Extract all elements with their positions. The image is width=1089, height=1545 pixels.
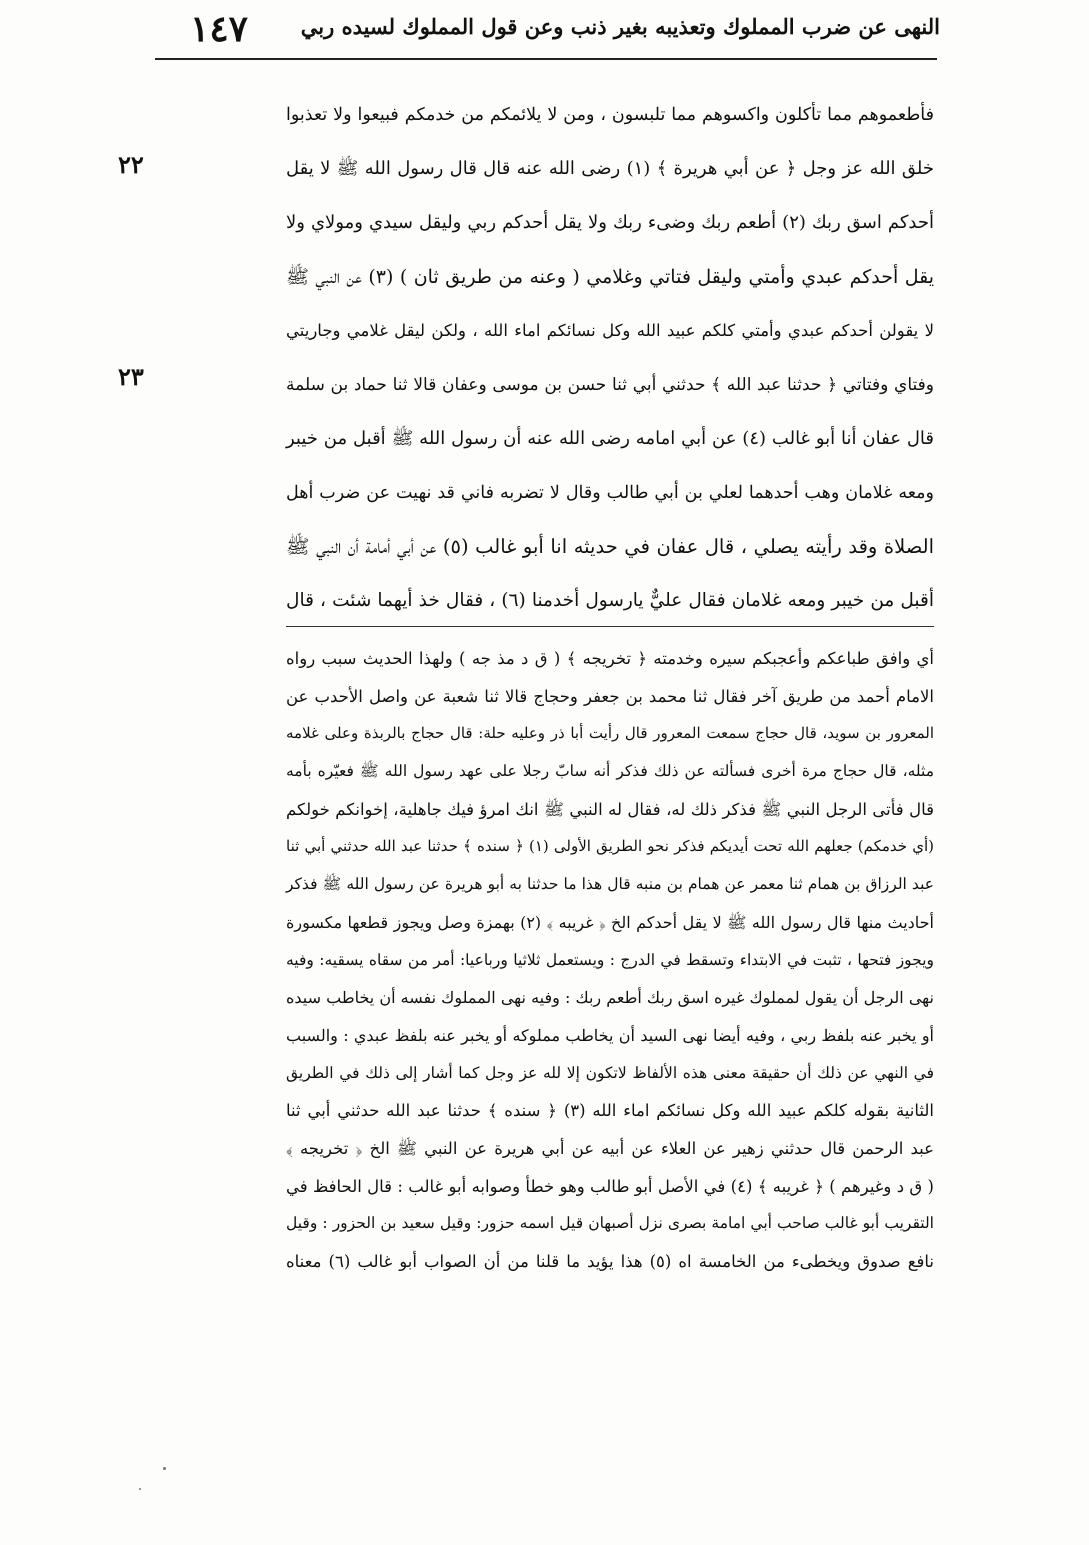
text-line: ومعه غلامان وهب أحدهما لعلي بن أبي طالب وقال لا تضربه فاني قد نهيت عن ضرب أهل — [286, 483, 934, 503]
footnote-line: مثله، قال حجاج مرة أخرى فسألته عن ذلك فذكر أنه سابّ رجلا على عهد رسول الله ﷺ فعيّره بأمه — [286, 762, 934, 781]
text-line: فأطعموهم مما تأكلون واكسوهم مما تلبسون ، ومن لا يلائمكم من خدمكم فبيعوا ولا تعذبوا — [286, 105, 934, 125]
header-rule — [155, 58, 937, 60]
text-line: أحدكم اسق ربك (٢) أطعم ربك وضىء ربك ولا يقل أحدكم ربي وليقل سيدي ومولاي ولا — [286, 212, 934, 233]
footnote-line: الثانية بقوله كلكم عبيد الله وكل نسائكم اماء الله (٣) ﴿ سنده ﴾ حدثنا عبد الله حدثني أبي ثنا — [286, 1101, 934, 1121]
footnote-line: الامام أحمد من طريق آخر فقال ثنا محمد بن جعفر وحجاج قالا ثنا شعبة عن واصل الأحدب عن — [286, 686, 934, 706]
footnotes — [286, 640, 934, 1281]
footnote-line: أي وافق طباعكم وأعجبكم سيره وخدمته ﴿ تخريجه ﴾ ( ق د مذ جه ) ولهذا الحديث سبب رواه — [286, 649, 934, 668]
footnote-line: ( ق د وغيرهم ) ﴿ غريبه ﴾ (٤) في الأصل أبو طالب وهو خطأ وصوابه أبو غالب : قال الحافظ في — [286, 1176, 934, 1196]
margin-hadith-number: ٢٢ — [118, 150, 144, 179]
text-line: وفتاي وفتاتي ﴿ حدثنا عبد الله ﴾ حدثني أبي ثنا حسن بن موسى وعفان قالا ثنا حماد بن سلمة — [286, 375, 934, 395]
footnote-line: نهى الرجل أن يقول لمملوك غيره اسق ربك أطعم ربك : وفيه نهى المملوك نفسه أن يخاطب سيده — [286, 988, 934, 1008]
footnote-line: أحاديث منها قال رسول الله ﷺ لا يقل أحدكم الخ ﴿ غريبه ﴾ (٢) بهمزة وصل ويجوز قطعها مكسورة — [286, 912, 935, 932]
text-line: قال عفان أنا أبو غالب (٤) عن أبي امامه رضى الله عنه أن رسول الله ﷺ أقبل من خيبر — [286, 428, 934, 449]
footnote-line: عبد الرزاق بن همام ثنا معمر عن همام بن منبه قال هذا ما حدثنا به أبو هريرة عن رسول الله ﷺ فذكر — [286, 875, 934, 894]
footnote-line: المعرور بن سويد، قال حجاج سمعت المعرور قال رأيت أبا ذر وعليه حلة: قال حجاج بالربذة وعلى غلامه — [286, 724, 934, 743]
scan-speck — [163, 1467, 166, 1470]
page-header — [150, 8, 940, 52]
footnote-line: في النهي عن ذلك أن حقيقة معنى هذه الألفاظ لاتكون إلا لله عز وجل كما أشار إلى ذلك في الطريق — [286, 1063, 934, 1082]
footnote-line: ويجوز فتحها ، تثبت في الابتداء وتسقط في الدرج : ويستعمل ثلاثيا ورباعيا: أمر من سقاه يسقيه: وفيه — [286, 950, 934, 969]
page-number: ١٤٧ — [190, 8, 249, 50]
footnote-rule — [286, 626, 934, 627]
footnote-line: نافع صدوق ويخطىء من الخامسة اه (٥) هذا يؤيد ما قلنا من أن الصواب أبو غالب (٦) معناه — [286, 1252, 935, 1271]
footnote-line: التقريب أبو غالب صاحب أبي امامة بصرى نزل أصبهان قيل اسمه حزور: وقيل سعيد بن الحزور : وقيل — [286, 1214, 934, 1233]
footnote-line: (أي خدمكم) جعلهم الله تحت أيديكم فذكر نحو الطريق الأولى (١) ﴿ سنده ﴾ حدثنا عبد الله حدثني أبي ثنا — [286, 837, 934, 856]
footnote-line: قال فأتى الرجل النبي ﷺ فذكر ذلك له، فقال له النبي ﷺ انك امرؤ فيك جاهلية، إخوانكم خولكم — [286, 799, 934, 819]
running-title: النهى عن ضرب المملوك وتعذيبه بغير ذنب وعن قول المملوك لسيده ربي — [300, 14, 940, 39]
text-line: أقبل من خيبر ومعه غلامان فقال عليٌّ يارسول أخدمنا (٦) ، فقال خذ أيهما شئت ، قال — [286, 590, 934, 611]
text-line: الصلاة وقد رأيته يصلي ، قال عفان في حديثه انا أبو غالب (٥) عن أبي أمامة أن النبي ﷺ — [286, 535, 934, 558]
main-text — [286, 88, 934, 628]
text-line: خلق الله عز وجل ﴿ عن أبي هريرة ﴾ (١) رضى الله عنه قال قال رسول الله ﷺ لا يقل — [286, 158, 934, 179]
footnote-line: عبد الرحمن قال حدثني زهير عن العلاء عن أبيه عن أبي هريرة عن النبي ﷺ الخ ﴿ تخريجه ﴾ — [286, 1138, 934, 1158]
footnote-line: أو يخبر عنه بلفظ ربي ، وفيه أيضا نهى السيد أن يخاطب مملوكه أو يخبر عنه بلفظ عبدي : والسبب — [286, 1025, 934, 1045]
text-line: يقل أحدكم عبدي وأمتي وليقل فتاتي وغلامي ( وعنه من طريق ثان ) (٣) عن النبي ﷺ — [286, 266, 935, 288]
margin-hadith-number: ٢٣ — [118, 362, 144, 391]
text-line: لا يقولن أحدكم عبدي وأمتي كلكم عبيد الله وكل نسائكم اماء الله ، ولكن ليقل غلامي وجاريتي — [286, 321, 934, 340]
scan-speck — [139, 1488, 141, 1490]
